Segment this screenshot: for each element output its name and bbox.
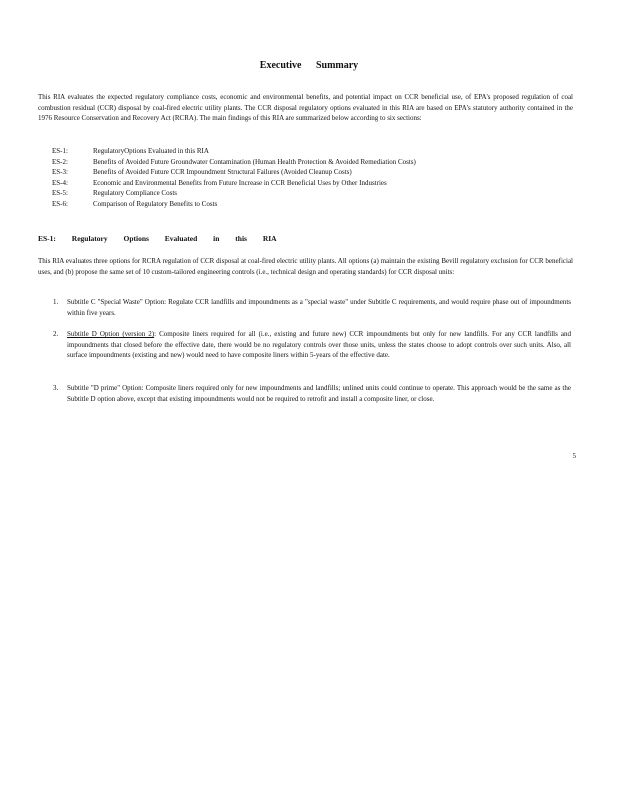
list-item: ES-6: Comparison of Regulatory Benefits to Costs bbox=[52, 199, 218, 208]
es1-paragraph: This RIA evaluates three options for RCRA regulation of CCR disposal at coal-fired electric utility plants. All options (a) maintain the existing Bevill regulatory exclusion for CCR beneficial uses, and (b) propose the same set of 10 custom-tailored engineering controls (i.e., technical design and operating standards) for CCR disposal units: bbox=[38, 257, 573, 276]
option-item-1: 1. Subtitle C "Special Waste" Option: Regulate CCR landfills and impoundments as a "special waste" under Subtitle C requirements, and would require phase out of impoundments within five years. bbox=[53, 298, 571, 317]
list-item: ES-4: Economic and Environmental Benefits from Future Increase in CCR Beneficial Uses by Other Industries bbox=[52, 178, 387, 187]
page-title: Executive Summary bbox=[259, 60, 359, 71]
list-item: ES-1: RegulatoryOptions Evaluated in this RIA bbox=[52, 147, 209, 155]
option-item-3: 3. Subtitle "D prime" Option: Composite liners required only for new impoundments and landfills; unlined units could continue to operate. This approach would be the same as the Subtitle D option above, except that existing impoundments would not be required to retrofit and install a composite liner, or close. bbox=[53, 384, 571, 403]
section-heading: ES-1: Regulatory Options Evaluated in this RIA bbox=[38, 234, 277, 243]
section-list bbox=[52, 146, 572, 209]
option-item-2: 2. Subtitle D Option (version 2): Composite liners required for all (i.e., existing and future new) CCR impoundments but only for new landfills. For any CCR landfills and impoundments that closed before the effective date, there would be no regulatory controls over those units, unless the states choose to adopt controls over such units. Also, all surface impoundments (existing and new) would need to have composite liners within 5-years of the effective date. bbox=[53, 330, 571, 359]
list-item: ES-2: Benefits of Avoided Future Groundwater Contamination (Human Health Protection & Avoided Remediation Costs) bbox=[52, 157, 416, 166]
list-item: ES-5: Regulatory Compliance Costs bbox=[52, 189, 177, 197]
page-number: 5 bbox=[572, 452, 576, 460]
intro-paragraph: This RIA evaluates the expected regulatory compliance costs, economic and environmental benefits, and potential impact on CCR beneficial use, of EPA's proposed regulation of coal combustion residual (CCR) disposal by coal-fired electric utility plants. The CCR disposal regulatory options evaluated in this RIA are based on EPA's statutory authority contained in the 1976 Resource Conservation and Recovery Act (RCRA). The main findings of this RIA are summarized below according to six sections: bbox=[38, 93, 573, 122]
list-item: ES-3: Benefits of Avoided Future CCR Impoundment Structural Failures (Avoided Cleanup Costs) bbox=[52, 168, 352, 176]
